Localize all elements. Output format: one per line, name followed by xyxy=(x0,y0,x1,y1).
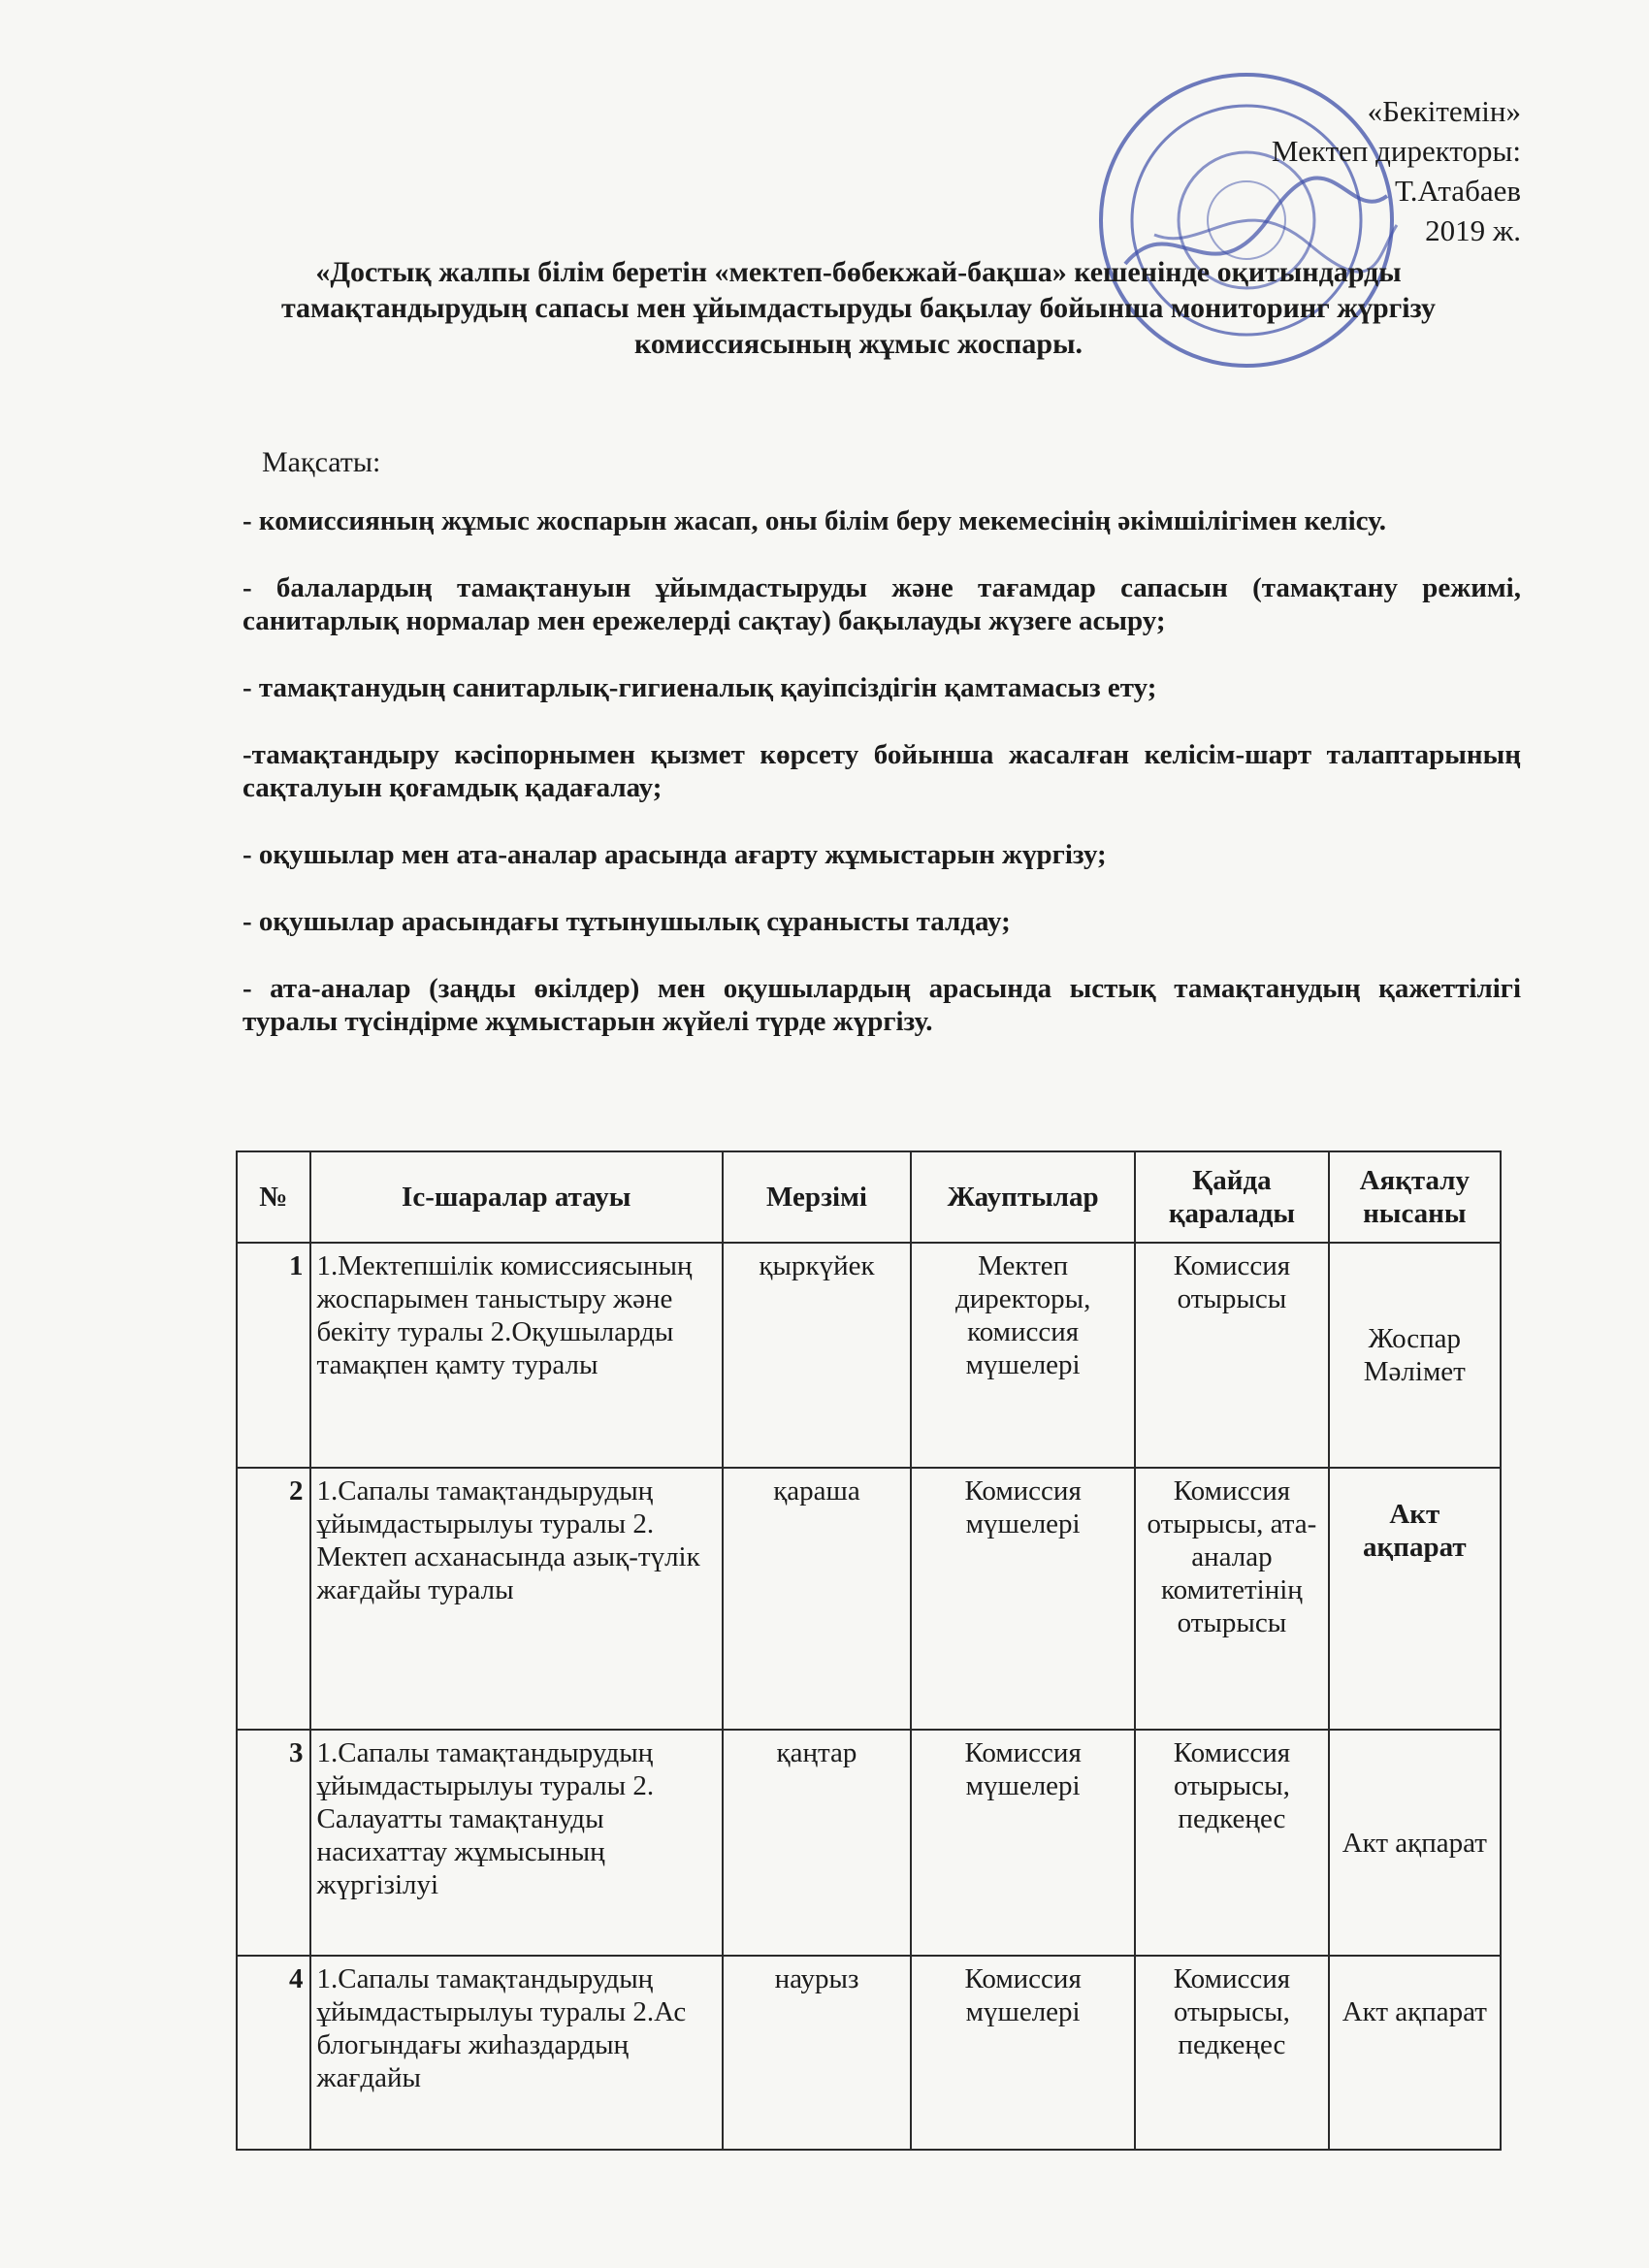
row-responsible: Комиссия мүшелері xyxy=(911,1730,1135,1956)
goal-item: -тамақтандыру кәсіпорнымен қызмет көрсету бойынша жасалған келісім-шарт талаптарының сақталуын қоғамдық қадағалау; xyxy=(242,739,1521,803)
row-event: 1.Сапалы тамақтандырудың ұйымдастырылуы туралы 2. Салауатты тамақтануды насихаттау жұмысының жүргізілуі xyxy=(310,1730,723,1956)
approval-block xyxy=(1272,91,1521,250)
header-event: Іс-шаралар атауы xyxy=(310,1151,723,1243)
approval-heading: «Бекітемін» xyxy=(1367,94,1521,128)
row-event: 1.Сапалы тамақтандырудың ұйымдастырылуы туралы 2. Мектеп асханасында азық-түлік жағдайы туралы xyxy=(310,1468,723,1730)
header-term: Мерзімі xyxy=(723,1151,911,1243)
table-row xyxy=(237,1243,1501,1468)
row-event: 1.Сапалы тамақтандырудың ұйымдастырылуы туралы 2.Ас блогындағы жиһаздардың жағдайы xyxy=(310,1956,723,2150)
row-term: қаңтар xyxy=(723,1730,911,1956)
row-form: Акт ақпарат xyxy=(1329,1956,1501,2150)
row-term: қыркүйек xyxy=(723,1243,911,1468)
header-responsible: Жауптылар xyxy=(911,1151,1135,1243)
goal-item: - балалардың тамақтануын ұйымдастыруды және тағамдар сапасын (тамақтану режимі, санитарлық нормалар мен ережелерді сақтау) бақылауды жүзеге асыру; xyxy=(242,572,1521,636)
row-term: наурыз xyxy=(723,1956,911,2150)
goals-heading: Мақсаты: xyxy=(262,446,381,478)
goal-item: - оқушылар мен ата-аналар арасында ағарту жұмыстарын жүргізу; xyxy=(242,839,1107,870)
row-responsible: Мектеп директоры, комиссия мүшелері xyxy=(911,1243,1135,1468)
row-num: 2 xyxy=(237,1468,310,1730)
row-term: қараша xyxy=(723,1468,911,1730)
row-form: Акт ақпарат xyxy=(1329,1468,1501,1730)
goal-item: - ата-аналар (заңды өкілдер) мен оқушылардың арасында ыстық тамақтанудың қажеттілігі туралы түсіндірме жұмыстарын жүйелі түрде жүргізу. xyxy=(242,973,1521,1037)
approval-date: 2019 ж. xyxy=(1425,213,1521,247)
row-where: Комиссия отырысы, педкеңес xyxy=(1135,1730,1328,1956)
goals-list xyxy=(242,504,1521,1072)
table-row xyxy=(237,1730,1501,1956)
plan-table xyxy=(236,1150,1502,2151)
approval-position: Мектеп директоры: xyxy=(1271,134,1521,168)
row-num: 4 xyxy=(237,1956,310,2150)
table-row xyxy=(237,1956,1501,2150)
table-row xyxy=(237,1468,1501,1730)
approval-name: Т.Атабаев xyxy=(1394,174,1521,208)
row-where: Комиссия отырысы, ата-аналар комитетінің отырысы xyxy=(1135,1468,1328,1730)
document-title: «Достық жалпы білім беретін «мектеп-бөбекжай-бақша» кешенінде оқитындарды тамақтандырудың сапасы мен ұйымдастыруды бақылау бойынша мониторинг жүргізу комиссиясының жұмыс жоспары. xyxy=(280,256,1437,360)
goal-item: - комиссияның жұмыс жоспарын жасап, оны білім беру мекемесінің әкімшілігімен келісу. xyxy=(242,505,1387,536)
table-header-row xyxy=(237,1151,1501,1243)
row-responsible: Комиссия мүшелері xyxy=(911,1956,1135,2150)
row-where: Комиссия отырысы xyxy=(1135,1243,1328,1468)
goal-item: - оқушылар арасындағы тұтынушылық сұранысты талдау; xyxy=(242,906,1011,937)
header-where: Қайда қаралады xyxy=(1135,1151,1328,1243)
row-form: Жоспар Мәлімет xyxy=(1329,1243,1501,1468)
row-num: 3 xyxy=(237,1730,310,1956)
row-num: 1 xyxy=(237,1243,310,1468)
header-form: Аяқталу нысаны xyxy=(1329,1151,1501,1243)
row-event: 1.Мектепшілік комиссиясының жоспарымен таныстыру және бекіту туралы 2.Оқушыларды тамақпен қамту туралы xyxy=(310,1243,723,1468)
row-form: Акт ақпарат xyxy=(1329,1730,1501,1956)
row-responsible: Комиссия мүшелері xyxy=(911,1468,1135,1730)
header-num: № xyxy=(237,1151,310,1243)
goal-item: - тамақтанудың санитарлық-гигиеналық қауіпсіздігін қамтамасыз ету; xyxy=(242,672,1157,703)
row-where: Комиссия отырысы, педкеңес xyxy=(1135,1956,1328,2150)
